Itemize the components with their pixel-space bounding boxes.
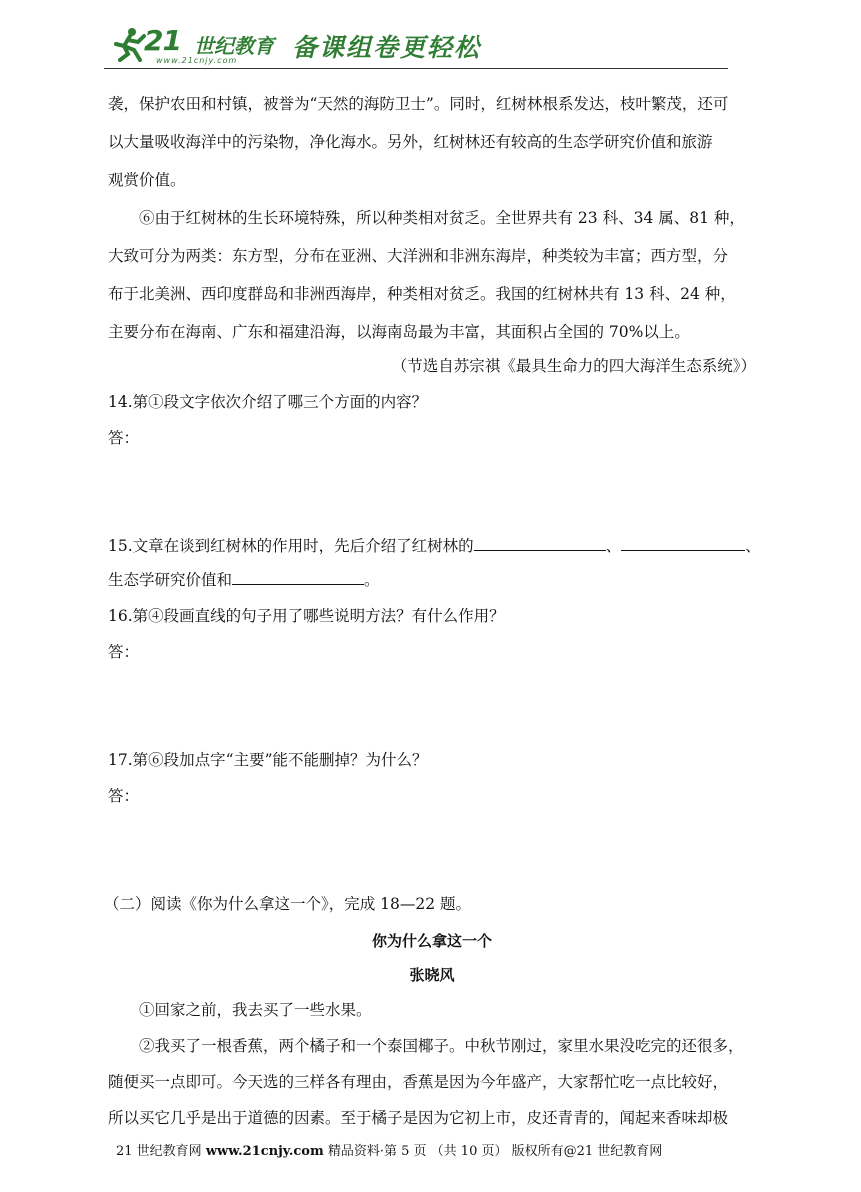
paragraph-line: ②我买了一根香蕉，两个橘子和一个泰国椰子。中秋节刚过，家里水果没吃完的还很多， — [139, 1037, 744, 1055]
question-16: 16.第④段画直线的句子用了哪些说明方法？有什么作用？ — [108, 607, 505, 625]
section-intro: （二）阅读《你为什么拿这一个》，完成 18—22 题。 — [104, 895, 472, 913]
question-17: 17.第⑥段加点字“主要”能不能删掉？为什么？ — [108, 751, 428, 769]
logo-number: 21 — [144, 24, 181, 57]
paragraph-line: 以大量吸收海洋中的污染物，净化海水。另外，红树林还有较高的生态学研究价值和旅游 — [108, 133, 713, 151]
separator: 、 — [605, 537, 622, 555]
question-15-text: 生态学研究价值和 — [108, 571, 233, 589]
article-author: 张晓风 — [409, 966, 455, 984]
answer-blank[interactable] — [474, 536, 606, 551]
paragraph-line: 所以买它几乎是出于道德的因素。至于橘子是因为它初上市，皮还青青的，闻起来香味却极 — [108, 1109, 729, 1127]
paragraph-line: ⑥由于红树林的生长环境特殊，所以种类相对贫乏。全世界共有 23 科、34 属、81 种， — [139, 209, 745, 227]
question-15 — [108, 534, 761, 556]
footer-info: 精品资料·第 5 页 （共 10 页） 版权所有@21 世纪教育网 — [327, 1144, 663, 1159]
paragraph-line: 观赏价值。 — [108, 171, 186, 189]
page-footer — [116, 1140, 756, 1159]
answer-label-14: 答： — [108, 429, 140, 447]
paragraph-line: 主要分布在海南、广东和福建沿海，以海南岛最为丰富，其面积占全国的 70%以上。 — [108, 323, 690, 341]
question-15-text: 15.文章在谈到红树林的作用时，先后介绍了红树林的 — [108, 537, 474, 555]
paragraph-line: ①回家之前，我去买了一些水果。 — [139, 1001, 372, 1019]
header-divider — [104, 68, 728, 69]
question-15-continued — [108, 568, 756, 590]
paragraph-line: 随便买一点即可。今天选的三样各有理由，香蕉是因为今年盛产，大家帮忙吃一点比较好， — [108, 1073, 729, 1091]
answer-label-16: 答： — [108, 643, 140, 661]
footer-site: 21 世纪教育网 — [116, 1144, 202, 1159]
logo-url: www.21cnjy.com — [156, 56, 238, 65]
article-title: 你为什么拿这一个 — [371, 932, 492, 950]
question-14: 14.第①段文字依次介绍了哪三个方面的内容？ — [108, 393, 428, 411]
page-header — [104, 18, 728, 70]
header-slogan: 备课组卷更轻松 — [292, 33, 482, 62]
footer-url[interactable]: www.21cnjy.com — [205, 1144, 324, 1159]
paragraph-line: 布于北美洲、西印度群岛和非洲西海岸，种类相对贫乏。我国的红树林共有 13 科、24 种， — [108, 285, 736, 303]
period: 。 — [364, 571, 380, 589]
paragraph-line: 袭，保护农田和村镇，被誉为“天然的海防卫士”。同时，红树林根系发达，枝叶繁茂，还可 — [108, 95, 729, 113]
source-citation: （节选自苏宗祺《最具生命力的四大海洋生态系统》） — [391, 357, 756, 375]
answer-blank[interactable] — [232, 570, 364, 585]
logo-text: 世纪教育 — [194, 34, 274, 58]
answer-label-17: 答： — [108, 787, 140, 805]
separator: 、 — [745, 537, 761, 555]
answer-blank[interactable] — [621, 536, 745, 551]
paragraph-line: 大致可分为两类：东方型，分布在亚洲、大洋洲和非洲东海岸，种类较为丰富；西方型，分 — [108, 247, 729, 265]
